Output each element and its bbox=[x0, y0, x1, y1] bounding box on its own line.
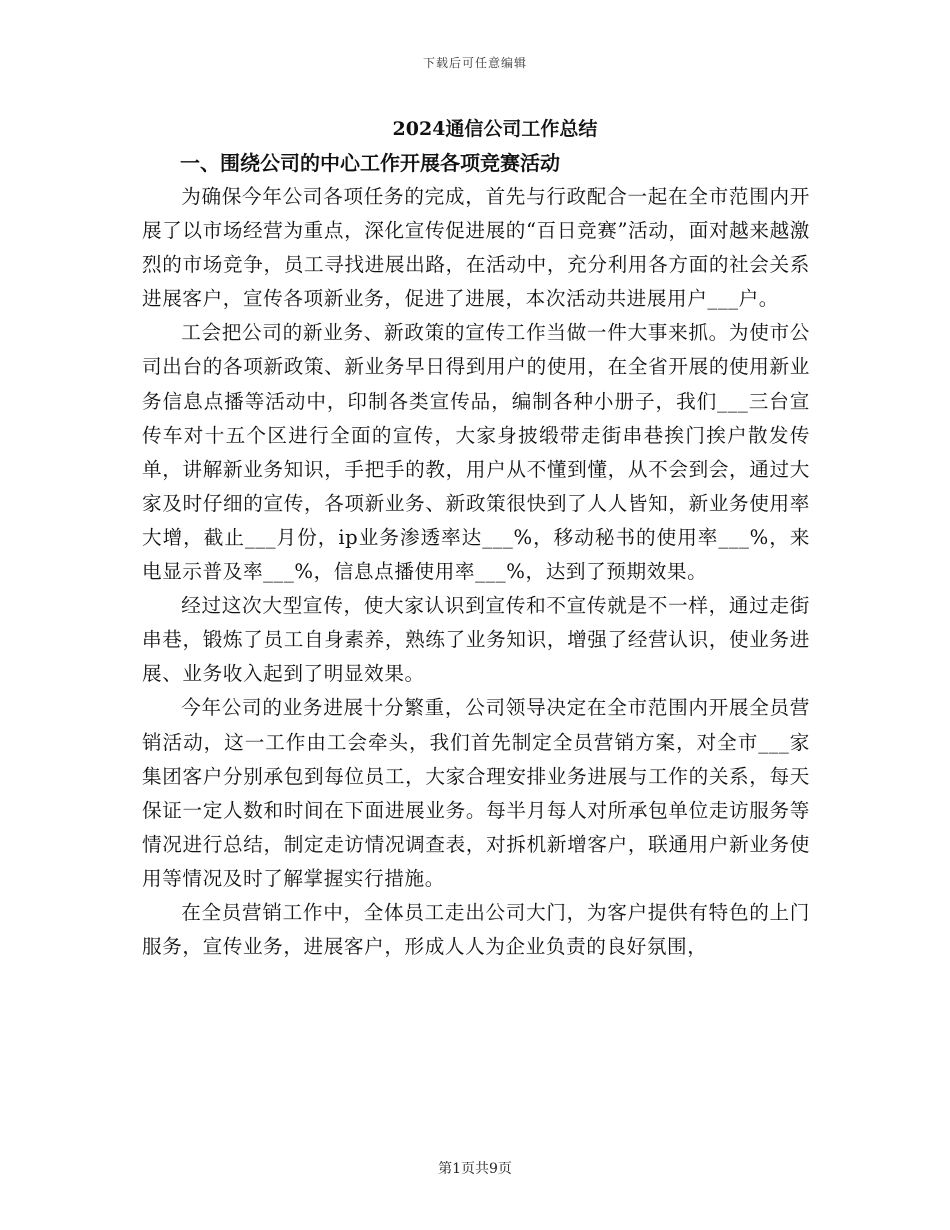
paragraph-1: 为确保今年公司各项任务的完成，首先与行政配合一起在全市范围内开展了以市场经营为重点，深化宣传促进展的“百日竞赛”活动，面对越来越激烈的市场竞争，员工寻找进展出路，在活动中，充分利用各方面的社会关系进展客户，宣传各项新业务，促进了进展，本次活动共进展用户___户。 bbox=[142, 185, 810, 311]
page-header-note: 下载后可任意编辑 bbox=[422, 56, 527, 70]
paragraph-5: 在全员营销工作中，全体员工走出公司大门，为客户提供有特色的上门服务，宣传业务，进展客户，形成人人为企业负责的良好氛围， bbox=[142, 900, 810, 959]
paragraph-2: 工会把公司的新业务、新政策的宣传工作当做一件大事来抓。为使市公司出台的各项新政策、新业务早日得到用户的使用，在全省开展的使用新业务信息点播等活动中，印制各类宣传品，编制各种小册子，我们___三台宣传车对十五个区进行全面的宣传，大家身披缎带走街串巷挨门挨户散发传单，讲解新业务知识，手把手的教，用户从不懂到懂，从不会到会，通过大家及时仔细的宣传，各项新业务、新政策很快到了人人皆知，新业务使用率大增，截止___月份，ip业务渗透率达___%，移动秘书的使用率___%，来电显示普及率___%，信息点播使用率___%，达到了预期效果。 bbox=[142, 321, 810, 584]
section-heading: 一、围绕公司的中心工作开展各项竞赛活动 bbox=[180, 151, 560, 175]
page-number: 第1页共9页 bbox=[438, 1161, 512, 1177]
document-body bbox=[142, 146, 810, 964]
paragraph-4: 今年公司的业务进展十分繁重，公司领导决定在全市范围内开展全员营销活动，这一工作由工会牵头，我们首先制定全员营销方案，对全市___家集团客户分别承包到每位员工，大家合理安排业务进展与工作的关系，每天保证一定人数和时间在下面进展业务。每半月每人对所承包单位走访服务等情况进行总结，制定走访情况调查表，对拆机新增客户，联通用户新业务使用等情况及时了解掌握实行措施。 bbox=[142, 696, 810, 890]
document-title: 2024通信公司工作总结 bbox=[392, 118, 598, 140]
paragraph-3: 经过这次大型宣传，使大家认识到宣传和不宣传就是不一样，通过走街串巷，锻炼了员工自身素养，熟练了业务知识，增强了经营认识，使业务进展、业务收入起到了明显效果。 bbox=[142, 594, 810, 686]
